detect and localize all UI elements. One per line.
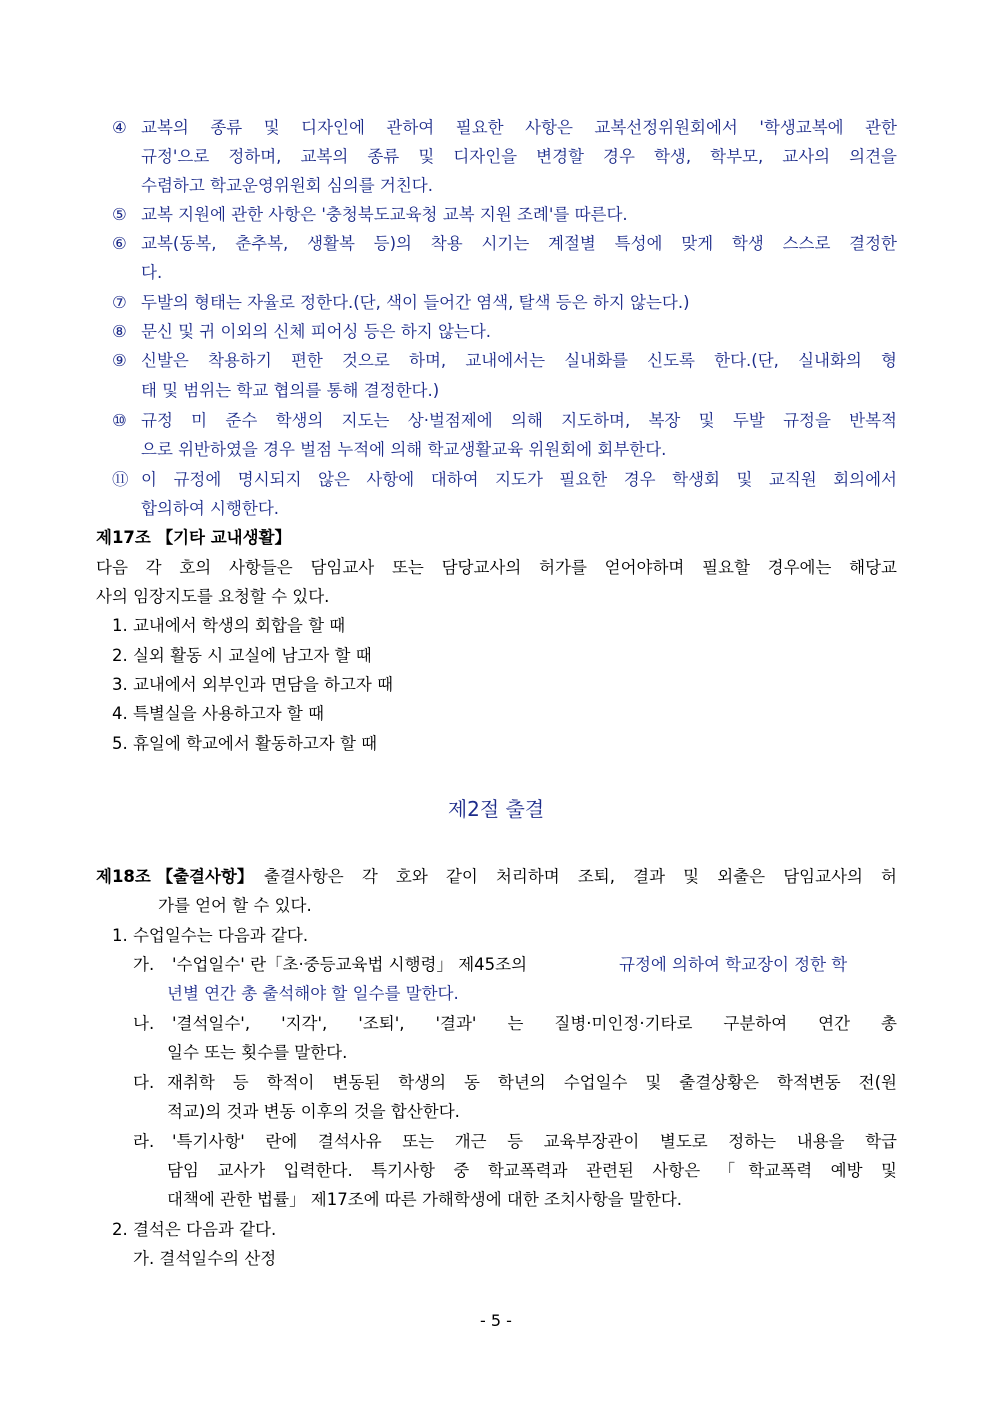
item-text: 수렴하고 학교운영위원회 심의를 거친다. [141, 176, 433, 195]
item-text: 규정'으로 정하며, 교복의 종류 및 디자인을 변경할 경우 학생, 학부모, 교사의 의견을 [141, 147, 897, 166]
article-17-item: 4. 특별실을 사용하고자 할 때 [112, 704, 325, 723]
list-item-continuation [0, 258, 992, 287]
paragraph-line [0, 582, 992, 611]
sub-item [0, 950, 992, 979]
sub-item-continuation [0, 1097, 992, 1126]
article-17-item: 2. 실외 활동 시 교실에 남고자 할 때 [112, 646, 372, 665]
item-marker: ④ [112, 118, 127, 137]
item-marker: ⑤ [112, 205, 127, 224]
sub-item-text: 담임 교사가 입력한다. 특기사항 중 학교폭력과 관련된 사항은 「학교폭력 예방 및 [167, 1161, 897, 1180]
sub-item-continuation [0, 1185, 992, 1214]
list-item-continuation [0, 142, 992, 171]
sub-item-text-highlight: 규정에 의하여 학교장이 정한 학 [619, 955, 848, 974]
list-item-continuation [0, 171, 992, 200]
sub-item-continuation [0, 979, 992, 1008]
list-item [0, 406, 992, 435]
sub-item-text: 대책에 관한 법률」 제17조에 따른 가해학생에 대한 조치사항을 말한다. [167, 1190, 683, 1209]
sub-item-marker: 다. [133, 1073, 155, 1092]
sub-item-continuation [0, 1038, 992, 1067]
sub-item [0, 1009, 992, 1038]
item-marker: ⑧ [112, 322, 127, 341]
sub-item-text: 재취학 등 학적이 변동된 학생의 동 학년의 수업일수 및 출결상황은 학적변동 전(원 [167, 1073, 897, 1092]
article-heading [0, 523, 992, 552]
page-number: - 5 - [480, 1311, 512, 1330]
list-item [0, 288, 992, 317]
article-17-item: 1. 교내에서 학생의 회합을 할 때 [112, 616, 346, 635]
item-text: 으로 위반하였을 경우 벌점 누적에 의해 학교생활교육 위원회에 회부한다. [141, 440, 667, 459]
item-marker: ⑪ [112, 470, 129, 489]
list-item [0, 699, 992, 728]
article-heading [0, 862, 992, 891]
list-item [0, 317, 992, 346]
article-17-intro: 사의 임장지도를 요청할 수 있다. [96, 587, 330, 606]
list-item-continuation [0, 435, 992, 464]
item-text: 문신 및 귀 이외의 신체 피어싱 등은 하지 않는다. [141, 322, 492, 341]
paragraph-line [0, 891, 992, 920]
sub-item-text: '특기사항' 란에 결석사유 또는 개근 등 교육부장관이 별도로 정하는 내용을 학급 [172, 1132, 897, 1151]
item-marker: ⑥ [112, 234, 127, 253]
sub-item-text: '수업일수' 란「초·중등교육법 시행령」 제45조의 [172, 955, 528, 974]
item-text: 태 및 범위는 학교 협의를 통해 결정한다.) [141, 381, 440, 400]
list-item [0, 200, 992, 229]
list-item [0, 1215, 992, 1244]
sub-item [0, 1127, 992, 1156]
item-text: 교복(동복, 춘추복, 생활복 등)의 착용 시기는 계절별 특성에 맞게 학생 스스로 결정한 [141, 234, 897, 253]
sub-item-text: 가. 결석일수의 산정 [133, 1249, 277, 1268]
item-marker: ⑩ [112, 411, 127, 430]
sub-item-text: 일수 또는 횟수를 말한다. [167, 1043, 348, 1062]
sub-item-marker: 라. [133, 1132, 155, 1151]
item-text: 규정 미 준수 학생의 지도는 상·벌점제에 의해 지도하며, 복장 및 두발 규정을 반복적 [141, 411, 897, 430]
article-18-text: 출결사항은 각 호와 같이 처리하며 조퇴, 결과 및 외출은 담임교사의 허 [264, 867, 897, 886]
item-marker: ⑦ [112, 293, 127, 312]
sub-item [0, 1068, 992, 1097]
sub-item-continuation [0, 1156, 992, 1185]
article-17-intro: 다음 각 호의 사항들은 담임교사 또는 담당교사의 허가를 얻어야하며 필요할 경우에는 해당교 [96, 558, 897, 577]
list-item [0, 670, 992, 699]
list-item [0, 641, 992, 670]
sub-item-text: 적교)의 것과 변동 이후의 것을 합산한다. [167, 1102, 460, 1121]
article-18-item: 2. 결석은 다음과 같다. [112, 1220, 277, 1239]
article-17-item: 5. 휴일에 학교에서 활동하고자 할 때 [112, 734, 378, 753]
item-marker: ⑨ [112, 351, 127, 370]
item-text: 신발은 착용하기 편한 것으로 하며, 교내에서는 실내화를 신도록 한다.(단, 실내화의 형 [141, 351, 897, 370]
article-17-item: 3. 교내에서 외부인과 면담을 하고자 때 [112, 675, 394, 694]
sub-item-marker: 가. [133, 955, 155, 974]
list-item-continuation [0, 376, 992, 405]
list-item [0, 921, 992, 950]
sub-item [0, 1244, 992, 1273]
list-item [0, 729, 992, 758]
list-item [0, 113, 992, 142]
item-text: 교복의 종류 및 디자인에 관하여 필요한 사항은 교복선정위원회에서 '학생교복에 관한 [141, 118, 897, 137]
paragraph-line [0, 553, 992, 582]
article-17-heading: 제17조 【기타 교내생활】 [96, 528, 291, 547]
list-item [0, 346, 992, 375]
sub-item-text: 년별 연간 총 출석해야 할 일수를 말한다. [167, 984, 459, 1003]
sub-item-text: '결석일수', '지각', '조퇴', '결과' 는 질병·미인정·기타로 구분하여 연간 총 [172, 1014, 897, 1033]
list-item [0, 229, 992, 258]
item-text: 합의하여 시행한다. [141, 499, 280, 518]
section-title: 제2절 출결 [447, 797, 545, 821]
article-18-heading: 제18조 【출결사항】 [96, 867, 254, 886]
item-text: 이 규정에 명시되지 않은 사항에 대하여 지도가 필요한 경우 학생회 및 교직원 회의에서 [141, 470, 897, 489]
article-18-text: 가를 얻어 할 수 있다. [158, 896, 312, 915]
sub-item-marker: 나. [133, 1014, 155, 1033]
list-item-continuation [0, 494, 992, 523]
item-text: 두발의 형태는 자율로 정한다.(단, 색이 들어간 염색, 탈색 등은 하지 않는다.) [141, 293, 690, 312]
article-18-item: 1. 수업일수는 다음과 같다. [112, 926, 309, 945]
list-item [0, 465, 992, 494]
list-item [0, 611, 992, 640]
item-text: 다. [141, 263, 163, 282]
item-text: 교복 지원에 관한 사항은 '충청북도교육청 교복 지원 조례'를 따른다. [141, 205, 628, 224]
